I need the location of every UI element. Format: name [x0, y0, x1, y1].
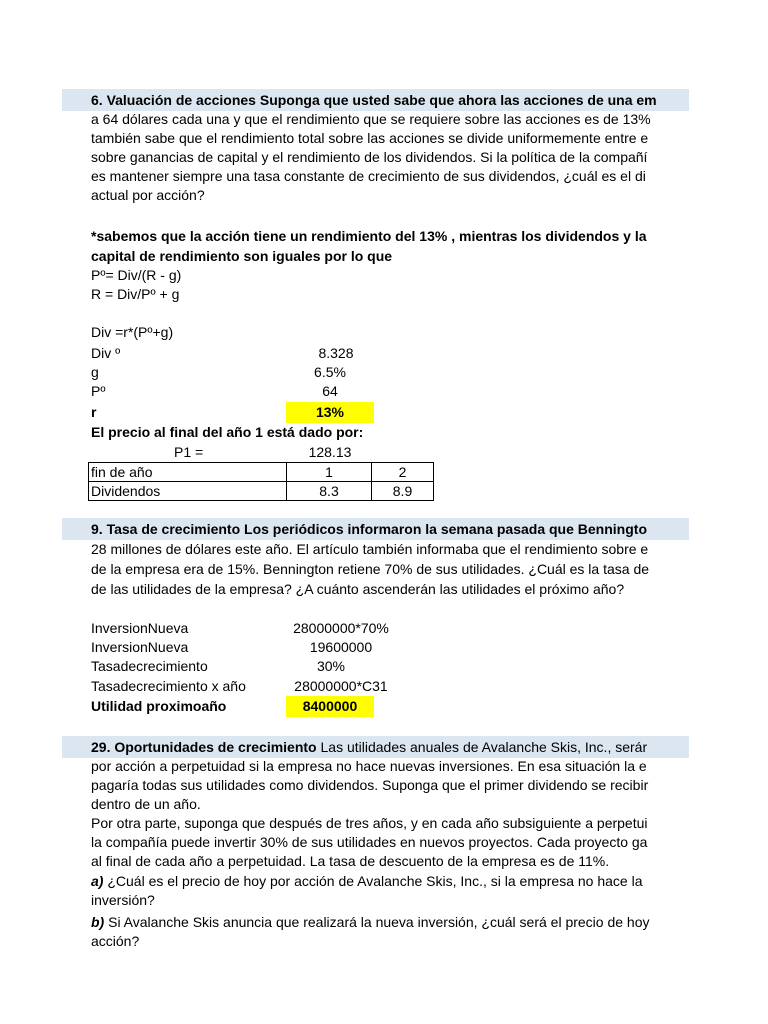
- div-value: 8.328: [318, 345, 354, 361]
- table-row: [89, 463, 434, 482]
- s6-line: a 64 dólares cada una y que el rendimiento que se requiere sobre las acciones es de 13%: [91, 111, 651, 127]
- r-label: r: [91, 404, 97, 420]
- s29-title-rest: Las utilidades anuales de Avalanche Skis, Inc., serár: [316, 739, 648, 755]
- s6-title: 6. Valuación de acciones Suponga que usted sabe que ahora las acciones de una em: [91, 92, 657, 108]
- s29-question-a: [91, 872, 643, 891]
- div-label: Div º: [91, 345, 121, 361]
- s9-row-value: 30%: [316, 658, 346, 674]
- table-cell: Dividendos: [89, 482, 287, 501]
- s6-line: actual por acción?: [91, 187, 205, 203]
- s29-title: [91, 738, 647, 757]
- s9-title: 9. Tasa de crecimiento Los periódicos informaron la semana pasada que Benningto: [91, 521, 647, 537]
- p1-label: P1 =: [174, 444, 204, 460]
- table-cell: fin de año: [89, 463, 287, 482]
- s29-line: Por otra parte, suponga que después de tres años, y en cada año subsiguiente a perpetui: [91, 815, 648, 831]
- s29-line: la compañía puede invertir 30% de sus utilidades en nuevos proyectos. Cada proyecto ga: [91, 834, 648, 850]
- table-row: [89, 482, 434, 501]
- p-label: Pº: [91, 383, 106, 399]
- p1-value: 128.13: [308, 444, 352, 460]
- s29-question-b-cont: acción?: [91, 933, 140, 949]
- s29-line: pagaría todas sus utilidades como dividendos. Suponga que el primer dividendo se recibir: [91, 777, 649, 793]
- util-value: 8400000: [286, 696, 374, 717]
- s6-formula: Pº= Div/(R - g): [91, 267, 182, 283]
- p-value: 64: [322, 383, 338, 399]
- s9-row-label: Tasadecrecimiento: [91, 658, 208, 674]
- qb-text: Si Avalanche Skis anuncia que realizará la nueva inversión, ¿cuál será el precio de hoy: [104, 914, 650, 930]
- s6-note: capital de rendimiento son iguales por lo que: [91, 248, 393, 264]
- util-label: Utilidad proximoaño: [91, 698, 227, 714]
- qa-text: ¿Cuál es el precio de hoy por acción de Avalanche Skis, Inc., si la empresa no hace la: [103, 873, 643, 889]
- s9-line: de la empresa era de 15%. Bennington retiene 70% de sus utilidades. ¿Cuál es la tasa de: [91, 561, 650, 577]
- r-value: 13%: [286, 402, 374, 423]
- s29-question-b: [91, 913, 650, 932]
- s9-row-value: 28000000*70%: [293, 620, 389, 636]
- s29-line: al final de cada año a perpetuidad. La tasa de descuento de la empresa es de 11%.: [91, 853, 610, 869]
- s6-note: *sabemos que la acción tiene un rendimiento del 13% , mientras los dividendos y la: [91, 228, 647, 244]
- s9-row-value: 19600000: [309, 639, 373, 655]
- g-label: g: [91, 364, 99, 380]
- s9-row-label: InversionNueva: [91, 639, 189, 655]
- s29-question-a-cont: inversión?: [91, 892, 155, 908]
- s6-final-text: El precio al final del año 1 está dado por:: [91, 424, 364, 440]
- table-cell: 8.3: [287, 482, 372, 501]
- s6-formula: R = Div/Pº + g: [91, 286, 180, 302]
- s9-row-label: Tasadecrecimiento x año: [91, 678, 246, 694]
- s9-row-value: 28000000*C31: [294, 678, 388, 694]
- s6-line: es mantener siempre una tasa constante de crecimiento de sus dividendos, ¿cuál es el di: [91, 168, 646, 184]
- s6-line: también sabe que el rendimiento total sobre las acciones se divide uniformemente entre e: [91, 130, 649, 146]
- table-cell: 8.9: [372, 482, 434, 501]
- s9-line: 28 millones de dólares este año. El artículo también informaba que el rendimiento sobre e: [91, 541, 649, 557]
- s9-line: de las utilidades de la empresa? ¿A cuánto ascenderán las utilidades el próximo año?: [91, 581, 625, 597]
- s29-line: por acción a perpetuidad si la empresa no hace nuevas inversiones. En esa situación la e: [91, 758, 647, 774]
- s6-line: sobre ganancias de capital y el rendimiento de los dividendos. Si la política de la compañí: [91, 149, 648, 165]
- s29-title-bold: 29. Oportunidades de crecimiento: [91, 739, 317, 755]
- dividend-table: [88, 462, 434, 501]
- s29-line: dentro de un año.: [91, 796, 201, 812]
- qb-letter: b): [91, 914, 105, 930]
- table-cell: 1: [287, 463, 372, 482]
- s6-formula: Div =r*(Pº+g): [91, 324, 174, 340]
- qa-letter: a): [91, 873, 104, 889]
- table-cell: 2: [372, 463, 434, 482]
- s9-row-label: InversionNueva: [91, 620, 189, 636]
- g-value: 6.5%: [314, 364, 346, 380]
